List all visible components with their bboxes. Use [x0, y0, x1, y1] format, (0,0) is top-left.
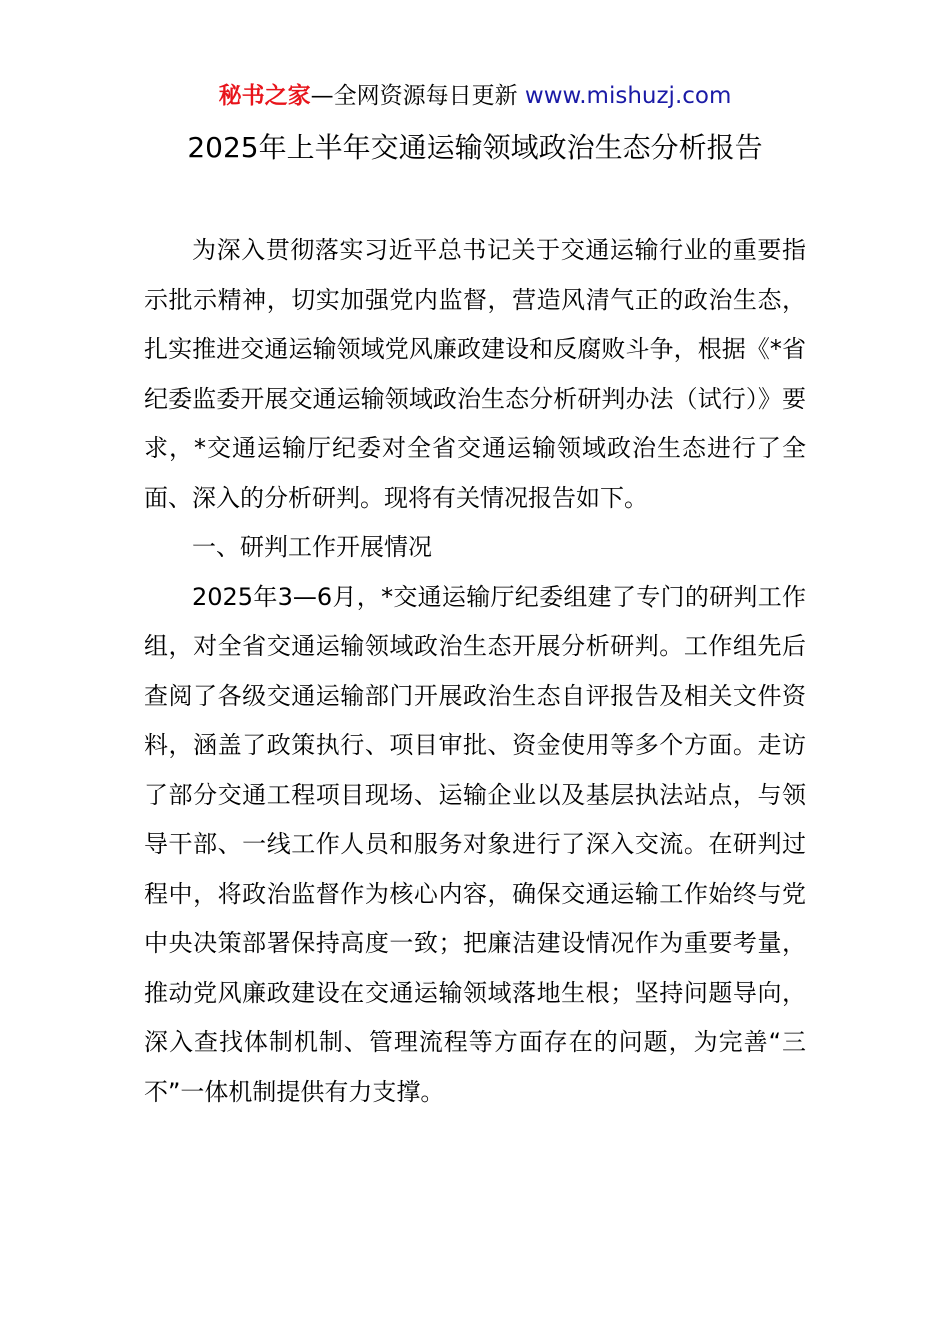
site-tagline: —全网资源每日更新	[310, 83, 525, 109]
paragraph-work-overview: 2025年3—6月，*交通运输厅纪委组建了专门的研判工作组，对全省交通运输领域政治生态开展分析研判。工作组先后查阅了各级交通运输部门开展政治生态自评报告及相关文件资料，涵盖了政策执行、项目审批、资金使用等多个方面。走访了部分交通工程项目现场、运输企业以及基层执法站点，与领导干部、一线工作人员和服务对象进行了深入交流。在研判过程中，将政治监督作为核心内容，确保交通运输工作始终与党中央决策部署保持高度一致；把廉洁建设情况作为重要考量，推动党风廉政建设在交通运输领域落地生根；坚持问题导向，深入查找体制机制、管理流程等方面存在的问题，为完善“三不”一体机制提供有力支撑。	[144, 582, 806, 1106]
site-brand: 秘书之家	[218, 83, 311, 109]
site-url: www.mishuzj.com	[524, 83, 732, 109]
paragraph-intro: 为深入贯彻落实习近平总书记关于交通运输行业的重要指示批示精神，切实加强党内监督，营造风清气正的政治生态，扎实推进交通运输领域党风廉政建设和反腐败斗争，根据《*省纪委监委开展交通运输领域政治生态分析研判办法（试行）》要求，*交通运输厅纪委对全省交通运输领域政治生态进行了全面、深入的分析研判。现将有关情况报告如下。	[144, 236, 806, 512]
document-title: 2025年上半年交通运输领域政治生态分析报告	[187, 131, 763, 164]
site-header	[0, 80, 950, 112]
document-body	[144, 226, 806, 1117]
section-heading: 一、研判工作开展情况	[192, 533, 432, 561]
